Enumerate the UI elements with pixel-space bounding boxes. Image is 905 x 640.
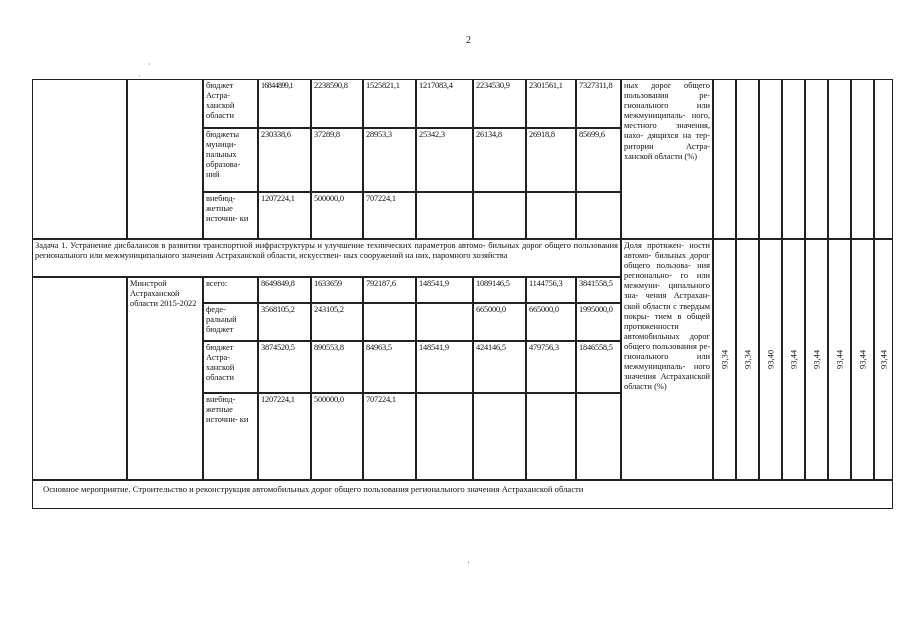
value-cell: 1846558,5 [576, 341, 621, 393]
indicator-cell: Доля протяжен- ности автомо- бильных дорог общего пользова- ния регионально- го или межмуни- ципального зна- чения Астрахан- ской области с твердым покры- тием в общей протяженности автомобильных дорог общего пользования ре- гионального или межмуниципаль- ного значения Астраханской области (%) [621, 239, 713, 480]
value-cell: 37289,8 [311, 128, 363, 192]
indicator-value: 93,44 [851, 239, 874, 480]
value-cell: 665000,0 [473, 303, 526, 341]
value-cell: 1207224,1 [258, 192, 311, 239]
value-cell: 85699,6 [576, 128, 621, 192]
value-cell [473, 192, 526, 239]
value-cell: 500000,0 [311, 393, 363, 480]
source-cell: бюджеты муници- пальных образова- ний [203, 128, 258, 192]
scan-speck: ' [468, 560, 470, 569]
empty-cell [736, 79, 759, 239]
empty-cell [851, 79, 874, 239]
scan-speck: · [148, 60, 151, 69]
empty-cell [713, 79, 736, 239]
main-activity-title: Основное мероприятие. Строительство и реконструкция автомобильных дорог общего пользования регионального значения Астраханской области [32, 480, 893, 509]
indicator-value: 93,44 [874, 239, 893, 480]
value-cell [473, 393, 526, 480]
budget-table [33, 80, 893, 510]
value-cell: 3568105,2 [258, 303, 311, 341]
scan-speck: · [138, 72, 141, 81]
value-cell [363, 303, 416, 341]
value-cell: 500000,0 [311, 192, 363, 239]
value-cell: 3874520,5 [258, 341, 311, 393]
source-cell: бюджет Астра- ханской области [203, 79, 258, 128]
source-cell: внебюд- жетные источни- ки [203, 192, 258, 239]
value-cell: 84963,5 [363, 341, 416, 393]
indicator-value: 93,44 [828, 239, 851, 480]
indicator-value: 93,34 [736, 239, 759, 480]
value-cell: 665000,0 [526, 303, 576, 341]
value-cell: 8649849,8 [258, 277, 311, 303]
empty-cell [874, 79, 893, 239]
value-cell: 424146,5 [473, 341, 526, 393]
page-number: 2 [466, 35, 471, 46]
value-cell: 28953,3 [363, 128, 416, 192]
value-cell [526, 393, 576, 480]
source-cell: всего: [203, 277, 258, 303]
empty-cell [828, 79, 851, 239]
value-cell: 890553,8 [311, 341, 363, 393]
source-cell: бюджет Астра- ханской области [203, 341, 258, 393]
value-cell: 1089146,5 [473, 277, 526, 303]
value-cell: 2234530,9 [473, 79, 526, 128]
empty-cell [805, 79, 828, 239]
value-cell [416, 303, 473, 341]
value-cell: 2238590,8 [311, 79, 363, 128]
value-cell: 1995000,0 [576, 303, 621, 341]
indicator-value: 93,44 [805, 239, 828, 480]
value-cell: 16844899,1 [258, 79, 311, 128]
value-cell: 26134,8 [473, 128, 526, 192]
value-cell: 7327311,8 [576, 79, 621, 128]
value-cell: 1207224,1 [258, 393, 311, 480]
value-cell: 230338,6 [258, 128, 311, 192]
indicator-value: 93,44 [782, 239, 805, 480]
empty-cell [32, 79, 127, 239]
value-cell [576, 192, 621, 239]
value-cell [416, 393, 473, 480]
value-cell: 2301561,1 [526, 79, 576, 128]
task-title: Задача 1. Устранение дисбалансов в развитии транспортной инфраструктуры и улучшение технических параметров автомо- бильных дорог общего пользования регионального или межмуниципального значения Астраханской области, искусствен- ных сооружений на них, паромного хозяйства [32, 239, 621, 277]
empty-cell [759, 79, 782, 239]
value-cell: 1633659 [311, 277, 363, 303]
value-cell: 479756,3 [526, 341, 576, 393]
empty-cell [32, 277, 127, 480]
value-cell: 148541,9 [416, 341, 473, 393]
value-cell: 1144756,3 [526, 277, 576, 303]
source-cell: внебюд- жетные источни- ки [203, 393, 258, 480]
value-cell: 707224,1 [363, 192, 416, 239]
value-cell: 243105,2 [311, 303, 363, 341]
indicator-value: 93,34 [713, 239, 736, 480]
value-cell: 1217083,4 [416, 79, 473, 128]
value-cell: 26918,8 [526, 128, 576, 192]
empty-cell [127, 79, 203, 239]
value-cell: 148541,9 [416, 277, 473, 303]
value-cell: 3841558,5 [576, 277, 621, 303]
value-cell: 792187,6 [363, 277, 416, 303]
indicator-value: 93,40 [759, 239, 782, 480]
indicator-cell: ных дорог общего пользования ре- гионального или межмуниципаль- ного, местного значения, нахо- дящихся на тер- ритории Астра- ханской области (%) [621, 79, 713, 239]
value-cell: 707224,1 [363, 393, 416, 480]
empty-cell [782, 79, 805, 239]
source-cell: феде- ральный бюджет [203, 303, 258, 341]
value-cell [526, 192, 576, 239]
value-cell [416, 192, 473, 239]
value-cell: 25342,3 [416, 128, 473, 192]
executor-cell: Минстрой Астраханской области 2015-2022 [127, 277, 203, 480]
value-cell: 1525821,1 [363, 79, 416, 128]
value-cell [576, 393, 621, 480]
